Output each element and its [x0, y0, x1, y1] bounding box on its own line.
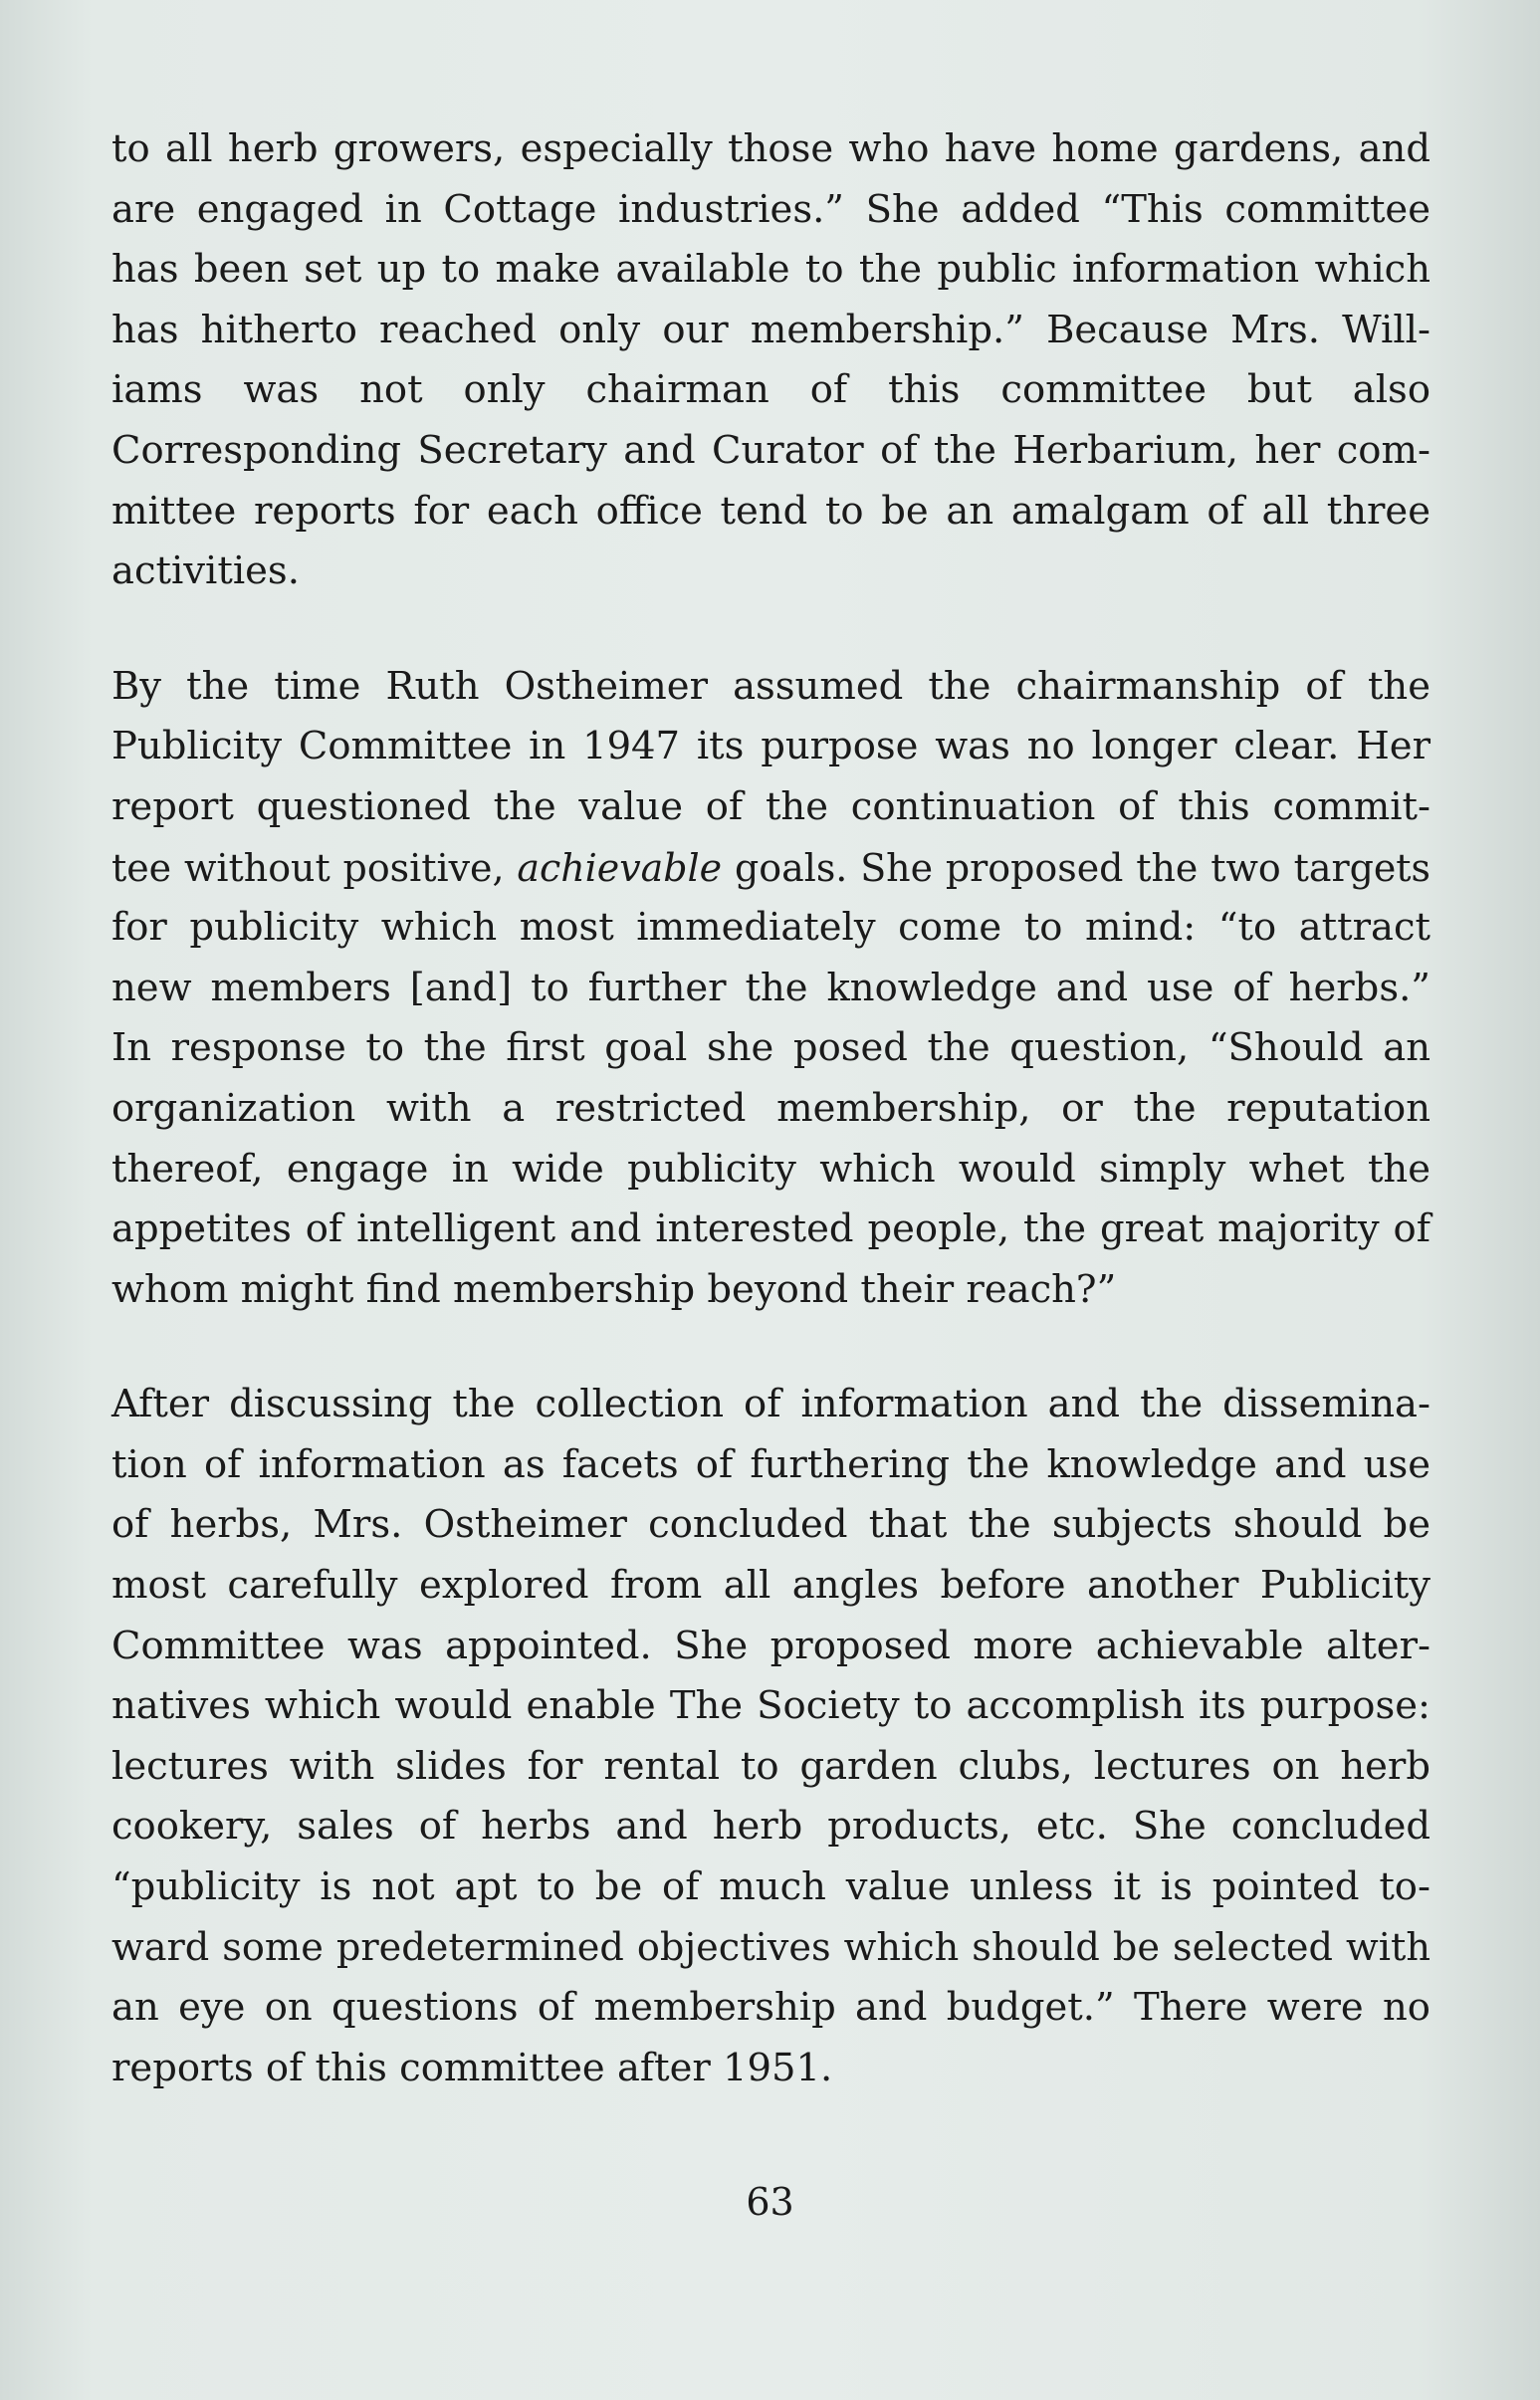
text-line: thereof, engage in wide publicity which would simply whet the: [111, 1146, 1430, 1192]
text-line: organization with a restricted membership, or the reputation: [111, 1085, 1430, 1131]
text-line: In response to the first goal she posed the question, “Should an: [111, 1025, 1430, 1071]
text-line: whom might find membership beyond their reach?”: [111, 1266, 1117, 1312]
text-line-with-italic: [111, 838, 1430, 899]
text-line: mittee reports for each office tend to be an amalgam of all three: [111, 488, 1430, 534]
text-line: has been set up to make available to the public information which: [111, 247, 1430, 293]
paragraph-2: [111, 657, 1430, 1321]
text-line: new members [and] to further the knowledge and use of herbs.”: [111, 965, 1430, 1010]
text-line: After discussing the collection of information and the dissemina-: [111, 1382, 1430, 1427]
text-line: Publicity Committee in 1947 its purpose was no longer clear. Her: [111, 724, 1430, 769]
text-segment: tee without positive,: [111, 845, 505, 890]
text-line: are engaged in Cottage industries.” She added “This committee: [111, 186, 1430, 232]
text-line: of herbs, Mrs. Ostheimer concluded that the subjects should be: [111, 1502, 1430, 1548]
paragraph-1: [111, 119, 1430, 602]
text-line: tion of information as facets of furthering the knowledge and use: [111, 1441, 1430, 1487]
text-line: report questioned the value of the continuation of this commit-: [111, 783, 1430, 829]
paragraph-gap: [111, 602, 1430, 657]
paragraph-gap: [111, 1320, 1430, 1375]
text-line: lectures with slides for rental to garden clubs, lectures on herb: [111, 1743, 1430, 1789]
text-line: “publicity is not apt to be of much value unless it is pointed to-: [111, 1864, 1430, 1910]
text-segment: goals. She proposed the two targets: [735, 845, 1430, 890]
text-line: reports of this committee after 1951.: [111, 2045, 833, 2090]
text-line: iams was not only chairman of this committee but also: [111, 367, 1430, 413]
text-line: ward some predetermined objectives which should be selected with: [111, 1925, 1430, 1970]
text-line: appetites of intelligent and interested people, the great majority of: [111, 1206, 1430, 1252]
paragraph-3: [111, 1375, 1430, 2098]
text-line: activities.: [111, 548, 300, 594]
text-line: an eye on questions of membership and budget.” There were no: [111, 1985, 1430, 2031]
body-text: [111, 119, 1430, 2098]
text-line: Corresponding Secretary and Curator of the Herbarium, her com-: [111, 427, 1430, 473]
text-line: has hitherto reached only our membership.” Because Mrs. Will-: [111, 307, 1430, 352]
text-line: By the time Ruth Ostheimer assumed the chairmanship of the: [111, 663, 1430, 709]
text-line: for publicity which most immediately come to mind: “to attract: [111, 905, 1430, 951]
text-line: cookery, sales of herbs and herb products, etc. She concluded: [111, 1804, 1430, 1850]
text-line: most carefully explored from all angles before another Publicity: [111, 1563, 1430, 1609]
text-line: to all herb growers, especially those who have home gardens, and: [111, 126, 1430, 171]
text-line: Committee was appointed. She proposed more achievable alter-: [111, 1623, 1430, 1668]
page-number: 63: [746, 2180, 794, 2224]
text-line: natives which would enable The Society to accomplish its purpose:: [111, 1683, 1430, 1729]
italic-word: achievable: [517, 845, 723, 890]
